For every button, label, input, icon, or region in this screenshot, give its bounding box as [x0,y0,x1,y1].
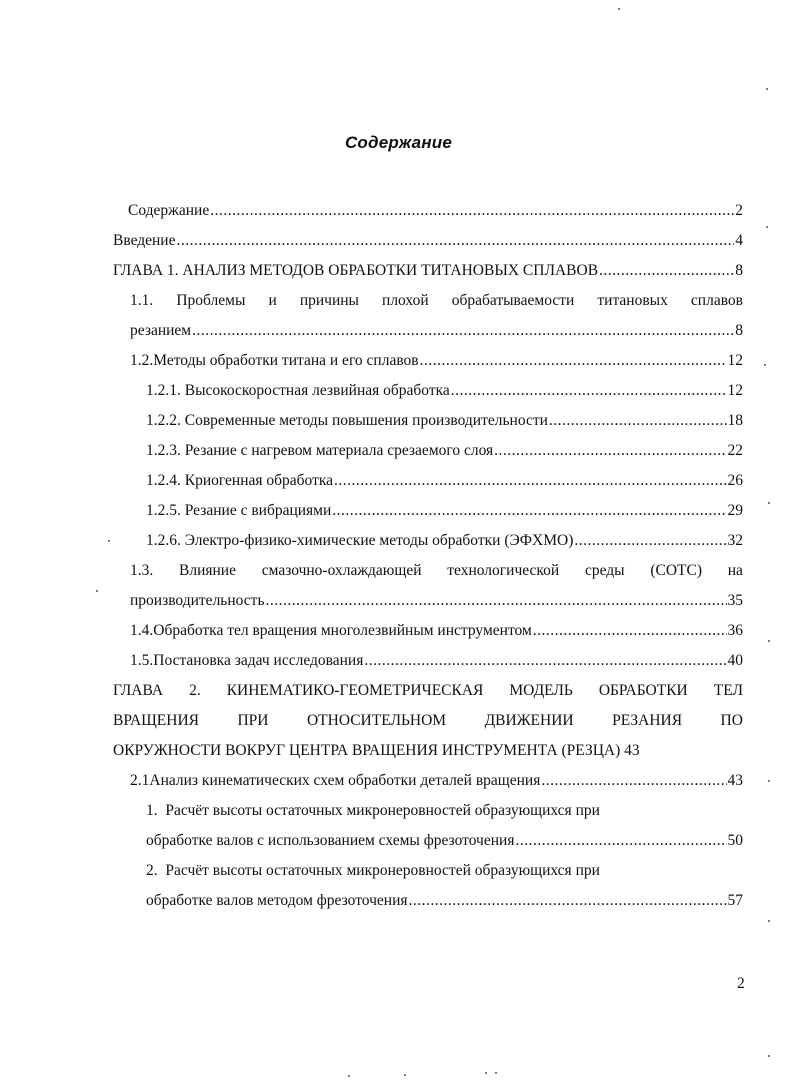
leader-dots [574,526,726,556]
word: (СОТС) [650,562,702,579]
section-number: 1.4. [130,622,154,639]
word: сплавов [690,292,743,309]
toc-page-number: 32 [727,532,743,549]
toc-page-number: 40 [727,652,743,669]
leader-dots [494,436,726,466]
word: ТЕЛ [713,682,743,699]
toc-entry-text: 1.2.4. Криогенная обработка [146,472,334,489]
toc-entry-text: Методы обработки титана и его сплавов [153,352,419,369]
toc-entry-line-1 [130,286,743,316]
toc-entry-1-2-1[interactable] [146,376,743,406]
leader-dots [451,376,727,406]
toc-page-number: 22 [727,442,743,459]
toc-entry-1-5[interactable] [130,646,743,676]
scan-speck [768,1055,770,1057]
toc-entry-contents[interactable] [128,196,743,226]
toc-entry-line-1 [113,676,743,706]
toc-entry-text: 1.2.3. Резание с нагревом материала срезаемого слоя [146,442,494,459]
toc-entry-text: 1.2.2. Современные методы повышения производительности [146,412,548,429]
toc-entry-1-2-2[interactable] [146,406,743,436]
toc-entry-text: Обработка тел вращения многолезвийным инструментом [153,622,532,639]
toc-page-number: 57 [727,892,743,909]
word: титановых [597,292,668,309]
toc-entry-line-1 [146,856,743,886]
toc-entry-chapter-1[interactable] [113,256,743,286]
section-number: 1.2. [130,352,154,369]
word: среды [584,562,625,579]
toc-page-number: 50 [727,832,743,849]
leader-dots [599,256,734,286]
word: КИНЕМАТИКО-ГЕОМЕТРИЧЕСКАЯ [226,682,484,699]
leader-dots [334,466,726,496]
toc-page-number: 43 [727,772,743,789]
scan-speck [768,640,770,642]
toc-entry-text: производительность [130,592,265,609]
toc-page-number: 2 [735,202,743,219]
toc-entry-1-2-5[interactable] [146,496,743,526]
toc-entry-text: 1.2.5. Резание с вибрациями [146,502,332,519]
toc-entry-text: Содержание [128,202,210,219]
word: ПО [720,712,743,729]
section-number: 1.3. [130,562,154,579]
toc-page-number: 8 [735,262,743,279]
toc-entry-1-2[interactable] [130,346,743,376]
leader-dots [332,496,726,526]
scan-speck [766,226,768,228]
word: на [727,562,743,579]
toc-entry-1-4[interactable] [130,616,743,646]
toc-entry-text: обработке валов с использованием схемы фрезоточения [146,832,515,849]
toc-page-number: 4 [735,232,743,249]
toc-entry-1-1[interactable] [130,286,743,346]
section-number: 2.1 [130,772,150,789]
word: РЕЗАНИЯ [612,712,683,729]
toc-page-number: 8 [735,322,743,339]
word: ГЛАВА [113,682,164,699]
toc-entry-introduction[interactable] [113,226,743,256]
toc-entry-chapter-2[interactable] [113,676,743,766]
leader-dots [515,826,726,856]
word: ДВИЖЕНИИ [484,712,574,729]
toc-entry-1-2-3[interactable] [146,436,743,466]
toc-entry-text: ГЛАВА 1. АНАЛИЗ МЕТОДОВ ОБРАБОТКИ ТИТАНОВЫХ СПЛАВОВ [113,262,599,279]
section-number: 1.1. [130,292,154,309]
toc-entry-text: 1.2.6. Электро-физико-химические методы обработки (ЭФХМО) [146,532,574,549]
toc-page-number: 35 [727,592,743,609]
toc-entry-text: ОКРУЖНОСТИ ВОКРУГ ЦЕНТРА ВРАЩЕНИЯ ИНСТРУМЕНТА (РЕЗЦА) 43 [113,742,640,759]
scan-speck [766,88,768,90]
toc-entry-item-1[interactable] [146,796,743,856]
leader-dots [176,226,734,256]
word: и [268,292,277,309]
word: ОБРАБОТКИ [598,682,688,699]
leader-dots [533,616,727,646]
scan-speck [108,540,110,542]
word: Проблемы [176,292,246,309]
toc-entry-item-2[interactable] [146,856,743,916]
word: плохой [382,292,429,309]
toc-page-number: 26 [727,472,743,489]
scan-speck [768,920,770,922]
word: ОТНОСИТЕЛЬНОМ [306,712,447,729]
toc-entry-1-2-4[interactable] [146,466,743,496]
word: 2. [189,682,201,699]
word: Влияние [179,562,236,579]
leader-dots [549,406,727,436]
section-number: 1.5. [130,652,154,669]
leader-dots [266,586,727,616]
page-number: 2 [737,975,745,992]
leader-dots [409,886,727,916]
word: технологической [447,562,560,579]
toc-page-number: 12 [727,382,743,399]
scan-speck [768,502,770,504]
leader-dots [420,346,727,376]
word: обрабатываемости [451,292,575,309]
word: причины [299,292,359,309]
leader-dots [210,196,734,226]
toc-entry-line-1 [146,796,743,826]
toc-page-number: 29 [727,502,743,519]
word: смазочно-охлаждающей [261,562,422,579]
toc-entry-line-2 [113,706,743,736]
scan-speck [404,1074,406,1076]
toc-page-number: 12 [727,352,743,369]
scan-speck [96,590,98,592]
word: МОДЕЛЬ [509,682,573,699]
toc-entry-text: 2. Расчёт высоты остаточных микронеровностей образующихся при [146,862,600,879]
toc-entry-2-1[interactable] [130,766,743,796]
scan-speck [618,8,620,10]
toc-entry-text: обработке валов методом фрезоточения [146,892,408,909]
leader-dots [364,646,726,676]
toc-entry-text: Введение [113,232,176,249]
toc-entry-text: 1. Расчёт высоты остаточных микронеровностей образующихся при [146,802,600,819]
word: ПРИ [237,712,269,729]
toc-page-number: 18 [727,412,743,429]
toc-entry-line-3 [113,736,743,766]
leader-dots [541,766,726,796]
toc-entry-1-3[interactable] [130,556,743,616]
scan-speck [495,1072,497,1074]
toc-entry-text: резанием [130,322,192,339]
scan-speck [768,780,770,782]
scan-speck [764,364,766,366]
toc-entry-text: 1.2.1. Высокоскоростная лезвийная обработка [146,382,450,399]
toc-page-number: 36 [727,622,743,639]
page-title: Содержание [344,133,453,152]
toc-entry-text: Постановка задач исследования [153,652,364,669]
toc-entry-1-2-6[interactable] [146,526,743,556]
leader-dots [192,316,734,346]
scan-speck [348,1075,350,1077]
word: ВРАЩЕНИЯ [113,712,199,729]
toc-entry-text: Анализ кинематических схем обработки деталей вращения [149,772,541,789]
scan-speck [485,1072,487,1074]
toc-entry-line-1 [130,556,743,586]
